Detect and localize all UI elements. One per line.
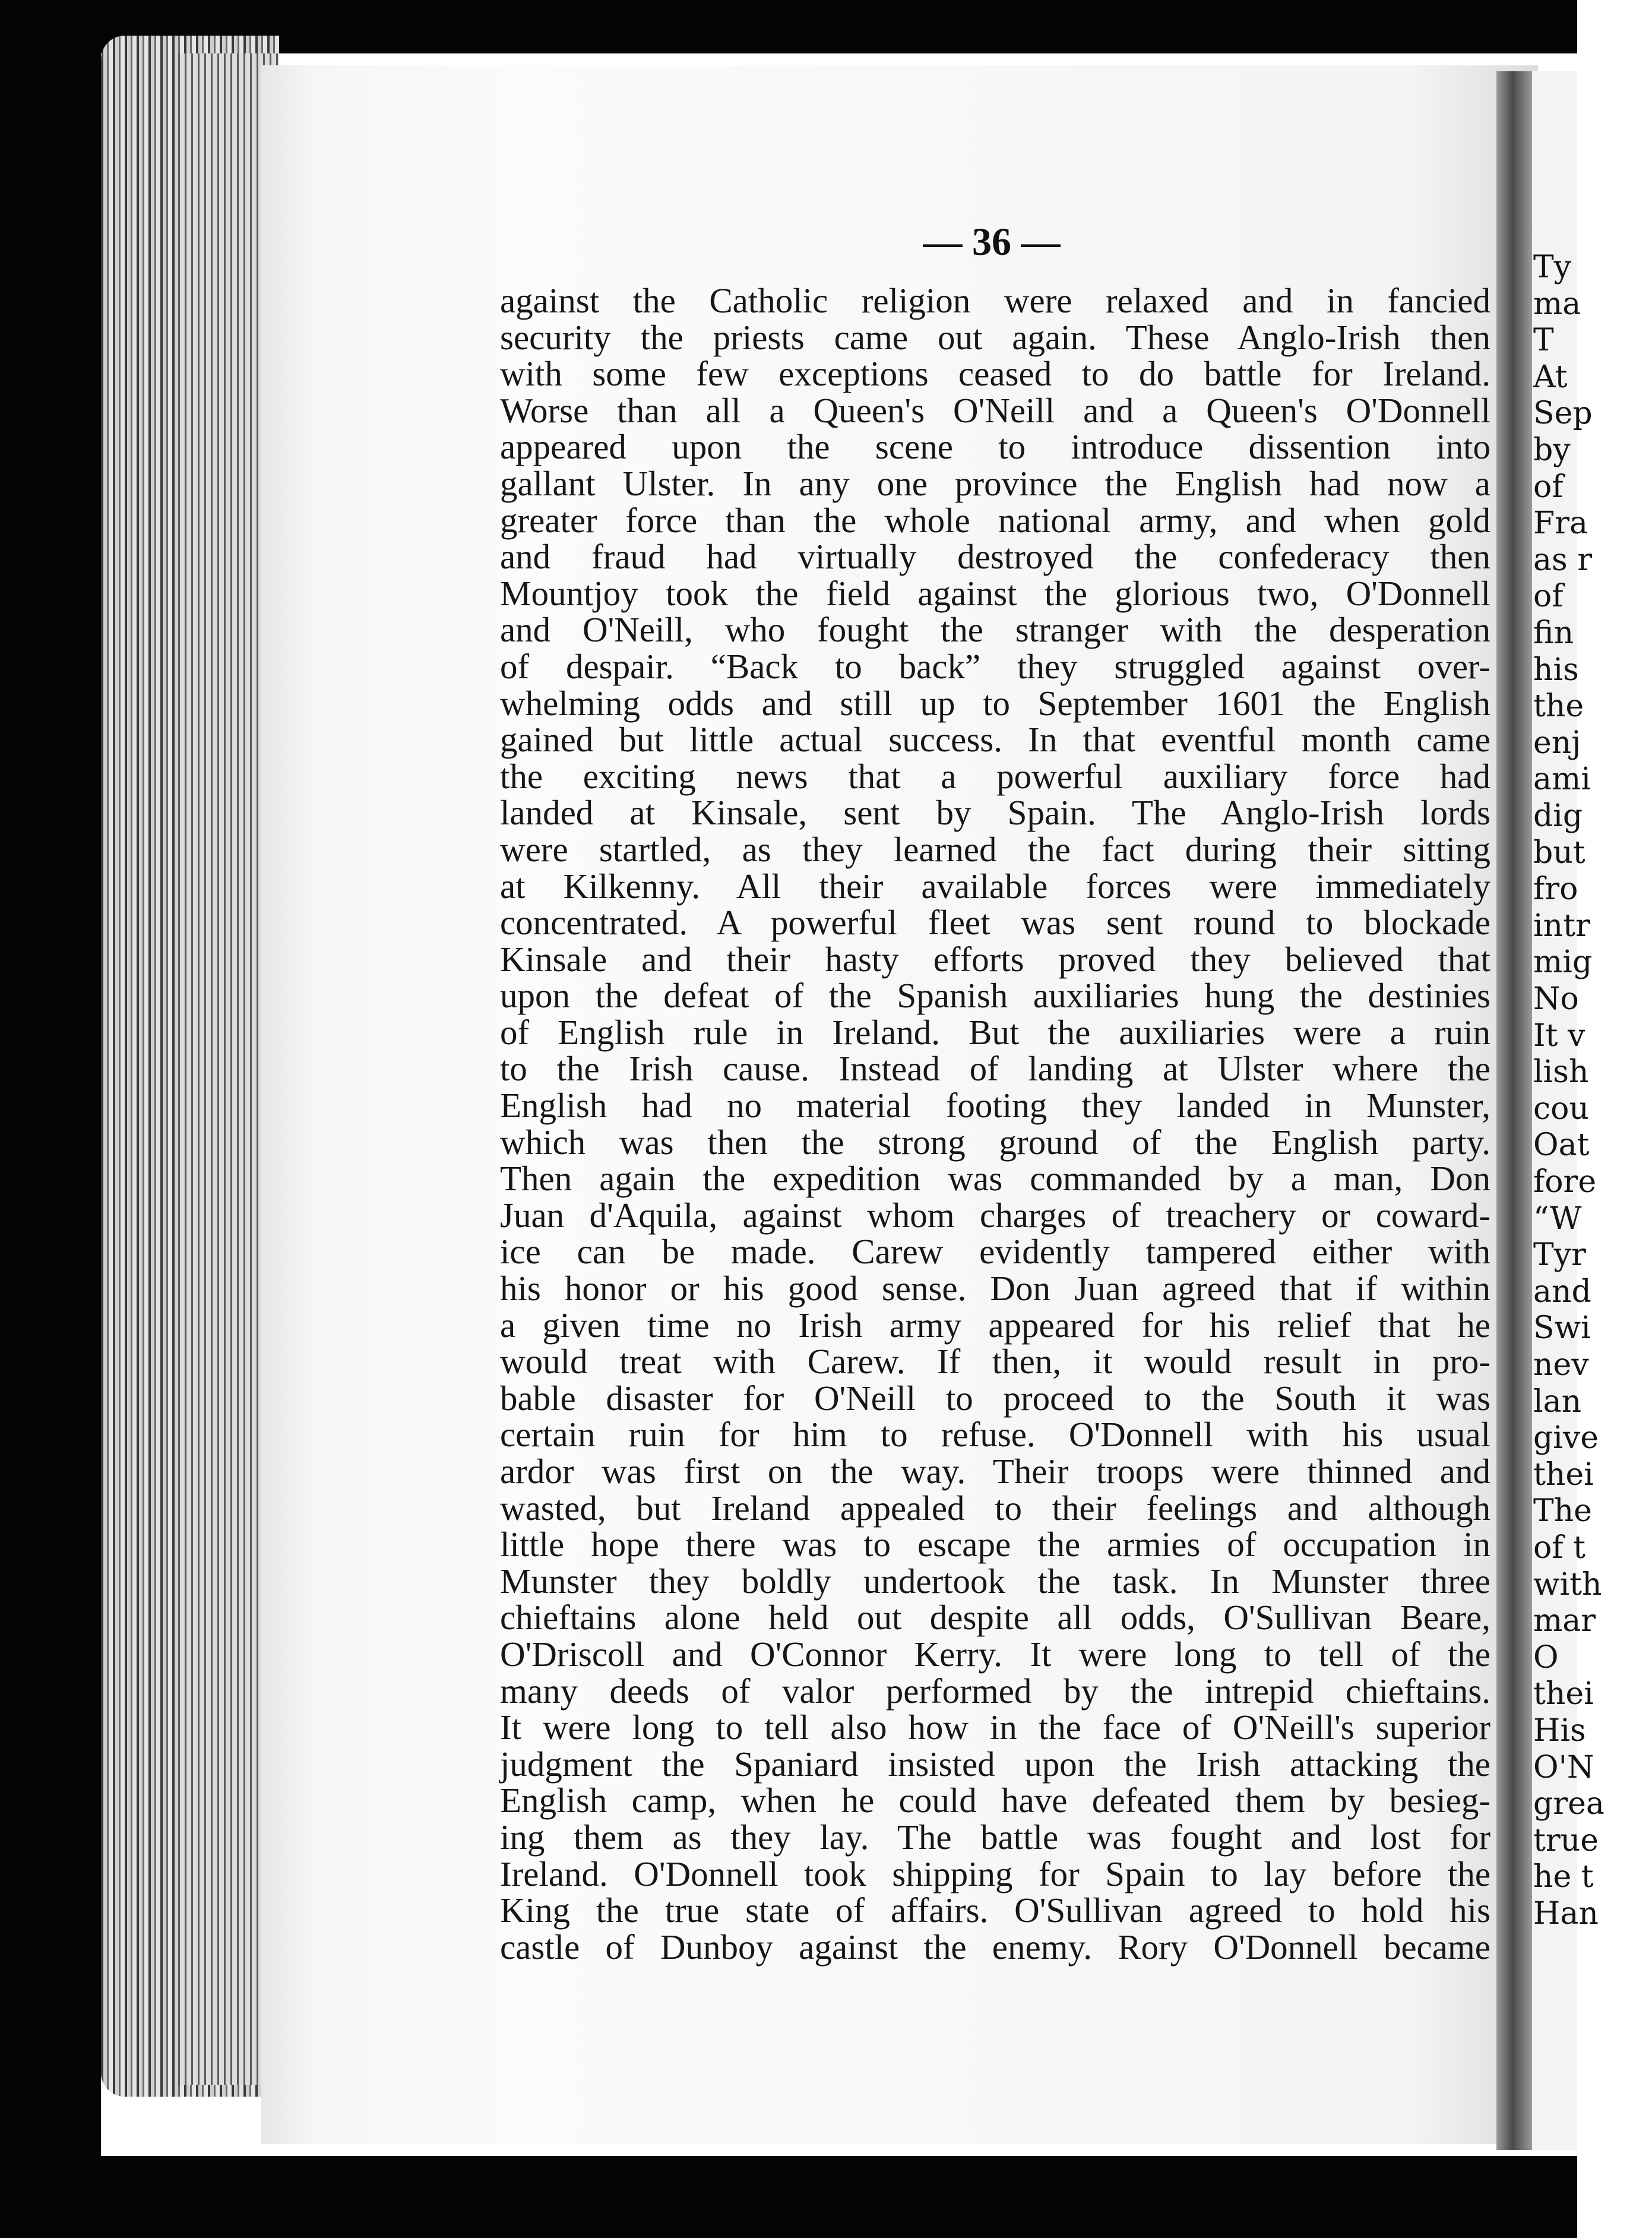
- text-line: Munster they boldly undertook the task. In Munster three: [500, 1561, 1490, 1601]
- background-bottom: [0, 2156, 1577, 2238]
- facing-page-fragment: O'N: [1533, 1749, 1594, 1785]
- text-line: of despair. “Back to back” they struggled against over-: [500, 646, 1490, 686]
- facing-page-fragment: lan: [1533, 1383, 1582, 1420]
- text-line: with some few exceptions ceased to do battle for Ireland.: [500, 354, 1490, 394]
- text-line: Juan d'Aquila, against whom charges of treachery or coward-: [500, 1195, 1490, 1235]
- facing-page-fragment: ami: [1533, 761, 1591, 798]
- text-line: a given time no Irish army appeared for his relief that he: [500, 1305, 1490, 1345]
- text-line: chieftains alone held out despite all odds, O'Sullivan Beare,: [500, 1598, 1490, 1638]
- facing-page-fragment: Ty: [1533, 249, 1572, 285]
- text-line: It were long to tell also how in the face of O'Neill's superior: [500, 1708, 1490, 1747]
- facing-page-fragment: cou: [1533, 1090, 1589, 1127]
- text-line: ice can be made. Carew evidently tampered either with: [500, 1232, 1490, 1272]
- facing-page-fragment: the: [1533, 688, 1584, 725]
- text-line: landed at Kinsale, sent by Spain. The Anglo-Irish lords: [500, 793, 1490, 833]
- text-line: would treat with Carew. If then, it would result in pro-: [500, 1342, 1490, 1382]
- text-line: Ireland. O'Donnell took shipping for Spain to lay before the: [500, 1854, 1490, 1894]
- page-body-text: [500, 283, 1490, 1965]
- text-line: many deeds of valor performed by the intrepid chieftains.: [500, 1671, 1490, 1711]
- text-line: Kinsale and their hasty efforts proved they believed that: [500, 939, 1490, 979]
- text-line: the exciting news that a powerful auxiliary force had: [500, 756, 1490, 796]
- text-line: gained but little actual success. In that eventful month came: [500, 720, 1490, 760]
- text-line: appeared upon the scene to introduce dissention into: [500, 427, 1490, 467]
- facing-page-fragment: intr: [1533, 908, 1590, 944]
- text-line: greater force than the whole national army, and when gold: [500, 500, 1490, 540]
- facing-page-fragment: of: [1533, 469, 1564, 505]
- facing-page-fragment: mar: [1533, 1603, 1596, 1639]
- facing-page-fragment: thei: [1533, 1676, 1594, 1712]
- facing-page-fragment: Sep: [1533, 396, 1593, 432]
- facing-page-fragment: Han: [1533, 1896, 1599, 1932]
- facing-page-fragment: but: [1533, 834, 1585, 871]
- background-left: [0, 0, 101, 2238]
- page-number: — 36 —: [923, 220, 1061, 264]
- facing-page-fragment: lish: [1533, 1054, 1589, 1090]
- facing-page-fragment: Tyr: [1533, 1237, 1586, 1273]
- facing-page-fragment: fin: [1533, 615, 1574, 651]
- text-line: of English rule in Ireland. But the auxiliaries were a ruin: [500, 1012, 1490, 1052]
- facing-page-fragment: of t: [1533, 1530, 1585, 1566]
- facing-page-fragment: dig: [1533, 798, 1583, 834]
- facing-page-fragment: ma: [1533, 286, 1581, 322]
- text-line: ardor was first on the way. Their troops were thinned and: [500, 1452, 1490, 1491]
- facing-page-fragment: mig: [1533, 944, 1593, 981]
- facing-page-fragment: Oat: [1533, 1127, 1590, 1164]
- text-line: Mountjoy took the field against the glorious two, O'Donnell: [500, 573, 1490, 613]
- facing-page-fragment: “W: [1533, 1200, 1582, 1237]
- text-line: ing them as they lay. The battle was fought and lost for: [500, 1817, 1490, 1857]
- text-line: judgment the Spaniard insisted upon the Irish attacking the: [500, 1744, 1490, 1784]
- facing-page-fragment: fore: [1533, 1164, 1597, 1200]
- facing-page-fragment: fro: [1533, 871, 1578, 908]
- facing-page-fragment: with: [1533, 1566, 1602, 1602]
- facing-page-fragment: grea: [1533, 1786, 1604, 1822]
- text-line: Then again the expedition was commanded by a man, Don: [500, 1159, 1490, 1199]
- facing-page-fragment: thei: [1533, 1456, 1594, 1493]
- text-line: wasted, but Ireland appealed to their feelings and although: [500, 1488, 1490, 1528]
- text-line: and O'Neill, who fought the stranger with the desperation: [500, 610, 1490, 650]
- facing-page-fragment: It v: [1533, 1017, 1585, 1054]
- facing-page-fragment: The: [1533, 1493, 1592, 1529]
- text-line: whelming odds and still up to September 1601 the English: [500, 683, 1490, 723]
- text-line: which was then the strong ground of the English party.: [500, 1122, 1490, 1162]
- facing-page-fragment: Swi: [1533, 1310, 1591, 1346]
- facing-page-fragment: of: [1533, 579, 1564, 615]
- text-line: castle of Dunboy against the enemy. Rory O'Donnell became: [500, 1927, 1490, 1967]
- text-line: security the priests came out again. These Anglo-Irish then: [500, 317, 1490, 357]
- text-line: certain ruin for him to refuse. O'Donnell with his usual: [500, 1415, 1490, 1455]
- facing-page-fragment: Fra: [1533, 505, 1588, 542]
- text-line: his honor or his good sense. Don Juan agreed that if within: [500, 1269, 1490, 1308]
- facing-page-fragment: and: [1533, 1273, 1591, 1310]
- text-line: bable disaster for O'Neill to proceed to the South it was: [500, 1378, 1490, 1418]
- text-line: English camp, when he could have defeated them by besieg-: [500, 1781, 1490, 1820]
- text-line: Worse than all a Queen's O'Neill and a Queen's O'Donnell: [500, 390, 1490, 430]
- facing-page-fragment: nev: [1533, 1347, 1589, 1383]
- facing-page-edge: [1532, 71, 1604, 2150]
- facing-page-fragment: No: [1533, 981, 1579, 1017]
- facing-page-fragment: true: [1533, 1822, 1599, 1858]
- facing-page-fragment: as r: [1533, 542, 1593, 578]
- facing-page-fragment: His: [1533, 1713, 1586, 1749]
- text-line: gallant Ulster. In any one province the English had now a: [500, 463, 1490, 503]
- text-line: and fraud had virtually destroyed the confederacy then: [500, 537, 1490, 577]
- facing-page-fragment: enj: [1533, 725, 1581, 761]
- facing-page-fragment: T: [1533, 323, 1554, 359]
- facing-page-fragment: O: [1533, 1639, 1559, 1676]
- text-line: O'Driscoll and O'Connor Kerry. It were long to tell of the: [500, 1634, 1490, 1674]
- text-line: against the Catholic religion were relaxed and in fancied: [500, 281, 1490, 320]
- text-line: to the Irish cause. Instead of landing at Ulster where the: [500, 1049, 1490, 1089]
- text-line: at Kilkenny. All their available forces were immediately: [500, 866, 1490, 906]
- text-line: little hope there was to escape the armies of occupation in: [500, 1525, 1490, 1564]
- facing-page-fragment: his: [1533, 652, 1579, 688]
- text-line: concentrated. A powerful fleet was sent round to blockade: [500, 903, 1490, 943]
- text-line: were startled, as they learned the fact during their sitting: [500, 829, 1490, 869]
- facing-page-fragment: At: [1533, 359, 1568, 395]
- text-line: upon the defeat of the Spanish auxiliaries hung the destinies: [500, 976, 1490, 1016]
- text-line: King the true state of affairs. O'Sullivan agreed to hold his: [500, 1891, 1490, 1930]
- facing-page-fragment: by: [1533, 432, 1571, 468]
- text-line: English had no material footing they landed in Munster,: [500, 1086, 1490, 1126]
- facing-page-fragment: give: [1533, 1420, 1599, 1456]
- book-gutter: [1496, 71, 1532, 2150]
- facing-page-fragment: he t: [1533, 1859, 1594, 1895]
